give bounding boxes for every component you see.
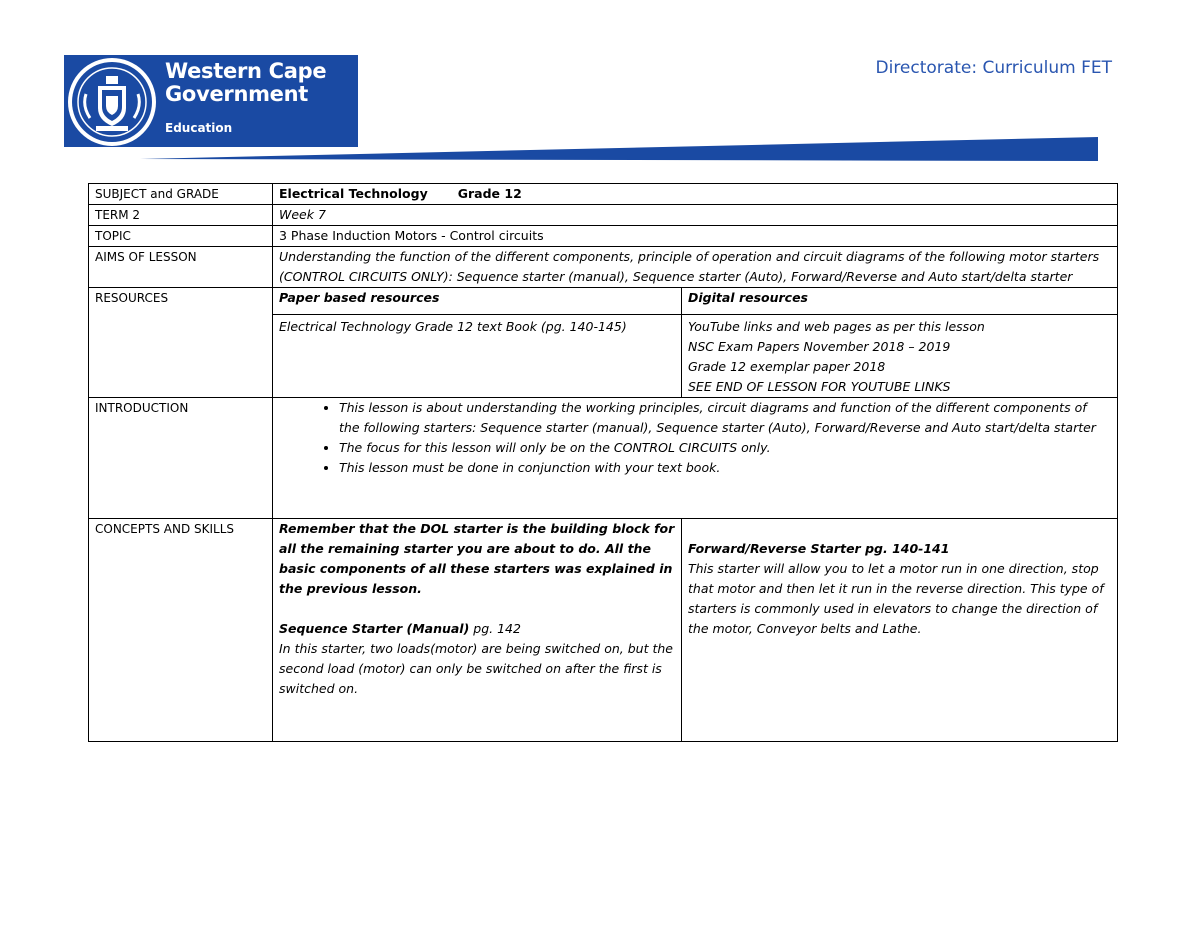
header-swoosh [140, 135, 1100, 163]
subject-value [273, 184, 1118, 205]
paper-resource-item: Electrical Technology Grade 12 text Book (pg. 140-145) [279, 319, 627, 334]
paper-resources-list [273, 315, 682, 398]
forward-reverse-text: This starter will allow you to let a motor run in one direction, stop that motor and then let it run in the reverse direction. This type of starters is commonly used in elevators to change the direction of the motor, Conveyor belts and Lathe. [688, 561, 1104, 636]
subject-row [89, 184, 1118, 205]
paper-resources-heading: Paper based resources [273, 288, 682, 315]
topic-row [89, 226, 1118, 247]
subject-name: Electrical Technology [279, 186, 428, 201]
introduction-list [279, 398, 1111, 478]
introduction-bullet: • The focus for this lesson will only be on the CONTROL CIRCUITS only. [339, 438, 1111, 458]
concepts-left-cell [273, 519, 682, 742]
sequence-starter-heading: Sequence Starter (Manual) [279, 621, 470, 636]
grade-value: Grade 12 [457, 186, 522, 201]
concepts-intro-text: Remember that the DOL starter is the building block for all the remaining starter you are about to do. All the basic components of all these starters was explained in the previous lesson. [279, 521, 675, 596]
logo-subtitle: Education [165, 121, 233, 135]
term-row [89, 205, 1118, 226]
resources-heading-row [89, 288, 1118, 315]
term-value: Week 7 [273, 205, 1118, 226]
introduction-bullet: • This lesson must be done in conjunction with your text book. [339, 458, 1111, 478]
resources-label: RESOURCES [89, 288, 273, 398]
digital-resource-item: SEE END OF LESSON FOR YOUTUBE LINKS [688, 379, 951, 394]
topic-label: TOPIC [89, 226, 273, 247]
concepts-row [89, 519, 1118, 742]
digital-resources-heading: Digital resources [682, 288, 1118, 315]
forward-reverse-heading: Forward/Reverse Starter pg. 140-141 [688, 541, 950, 556]
digital-resources-list [682, 315, 1118, 398]
digital-resource-item: NSC Exam Papers November 2018 – 2019 [688, 339, 951, 354]
concepts-label: CONCEPTS AND SKILLS [89, 519, 273, 742]
introduction-bullet: • This lesson is about understanding the working principles, circuit diagrams and function of the different components of the following starters: Sequence starter (manual), Sequence starter (Auto), Forward/Reverse and Auto start/delta starter [339, 398, 1111, 438]
topic-value: 3 Phase Induction Motors - Control circuits [273, 226, 1118, 247]
concepts-right-cell [682, 519, 1118, 742]
introduction-row [89, 398, 1118, 519]
aims-label: AIMS OF LESSON [89, 247, 273, 288]
sequence-starter-text: In this starter, two loads(motor) are being switched on, but the second load (motor) can only be switched on after the first is switched on. [279, 641, 673, 696]
subject-label: SUBJECT and GRADE [89, 184, 273, 205]
digital-resource-item: Grade 12 exemplar paper 2018 [688, 359, 886, 374]
introduction-label: INTRODUCTION [89, 398, 273, 519]
aims-value: Understanding the function of the different components, principle of operation and circuit diagrams of the following motor starters (CONTROL CIRCUITS ONLY): Sequence starter (manual), Sequence starter (Auto), Forward/Reverse and Auto start/delta starter [273, 247, 1118, 288]
aims-row [89, 247, 1118, 288]
introduction-content [273, 398, 1118, 519]
logo-title: Western Cape Government [165, 59, 327, 106]
directorate-title: Directorate: Curriculum FET [875, 58, 1112, 78]
term-label: TERM 2 [89, 205, 273, 226]
sequence-starter-page: pg. 142 [469, 621, 521, 636]
lesson-plan-table [88, 183, 1118, 742]
digital-resource-item: YouTube links and web pages as per this lesson [688, 319, 985, 334]
